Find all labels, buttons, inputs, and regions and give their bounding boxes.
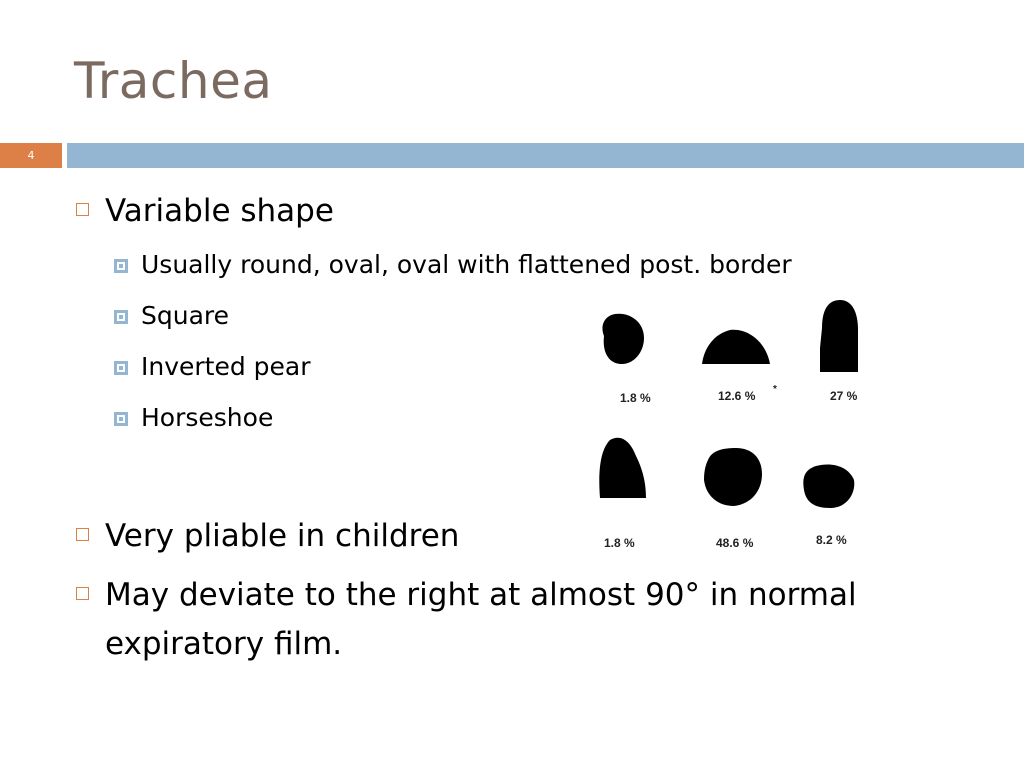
bullet-text: expiratory film.: [105, 626, 343, 662]
horseshoe-shape: [803, 465, 854, 508]
title-divider-bar: [67, 143, 1024, 168]
hollow-square-bullet-icon: [76, 587, 89, 600]
square-bullet-icon: [114, 361, 128, 375]
shape-label: 1.8 %: [604, 536, 635, 550]
sub-bullet-text: Square: [141, 301, 230, 330]
sub-bullet-text: Usually round, oval, oval with flattened post. border: [141, 250, 792, 279]
square-bullet-icon: [114, 310, 128, 324]
slide-number: 4: [27, 149, 35, 162]
square-bullet-icon: [114, 412, 128, 426]
sub-bullet-text: Horseshoe: [141, 403, 274, 432]
shape-label: 48.6 %: [716, 536, 754, 550]
hollow-square-bullet-icon: [76, 203, 89, 216]
shape-label-asterisk: *: [773, 384, 777, 395]
bullet-text: May deviate to the right at almost 90° in normal: [105, 577, 857, 613]
shape-label: 1.8 %: [620, 391, 651, 405]
flattened-oval-shape: [702, 330, 770, 364]
sub-bullet-text: Inverted pear: [141, 352, 311, 381]
shape-label: 27 %: [830, 389, 858, 403]
hollow-square-bullet-icon: [76, 528, 89, 541]
bullet-text: Very pliable in children: [105, 518, 460, 554]
round-shape: [602, 314, 644, 364]
slide-title: Trachea: [74, 52, 273, 110]
bullet-text: Variable shape: [105, 193, 334, 229]
inverted-pear-shape: [599, 438, 646, 498]
elongated-oval-shape: [820, 300, 858, 372]
trachea-shapes-figure: [590, 290, 880, 560]
shape-label: 8.2 %: [816, 533, 847, 547]
shape-label: 12.6 %: [718, 389, 756, 403]
square-shape: [704, 448, 762, 506]
square-bullet-icon: [114, 259, 128, 273]
trachea-shapes-svg: [590, 290, 880, 560]
